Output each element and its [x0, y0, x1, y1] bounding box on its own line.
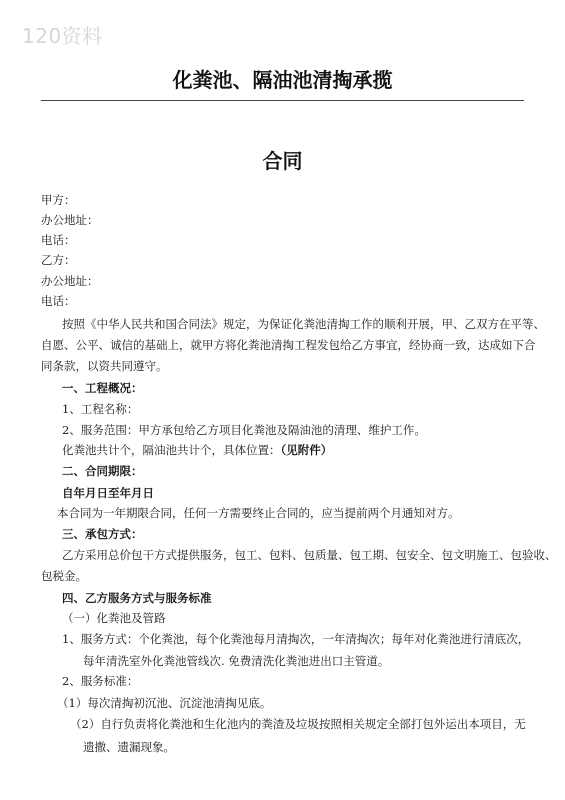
intro-line-3: 同条款，以资共同遵守。 [41, 359, 168, 373]
service-method-line-1: 1、服务方式：个化粪池，每个化粪池每月清掏次，一年清掏次；每年对化粪池进行清底次， [62, 632, 530, 646]
tank-count-attachment-note: （见附件） [280, 443, 333, 457]
document-subtitle: 合同 [262, 149, 303, 173]
standard-item-1: （1）每次清掏初沉池、沉淀池清掏见底。 [57, 696, 272, 710]
service-standard-label: 2、服务标准： [62, 674, 139, 688]
document-title: 化粪池、隔油池清掏承揽 [172, 68, 393, 92]
contract-method-line-2: 包税金。 [41, 569, 87, 583]
watermark-text: 120资料 [22, 24, 103, 48]
title-divider [41, 100, 524, 101]
service-method-line-2: 每年清洗室外化粪池管线次. 免费清洗化粪池进出口主管道。 [83, 654, 390, 668]
project-name-label: 1、工程名称： [62, 402, 139, 416]
party-b-office-label: 办公地址： [41, 274, 99, 288]
standard-item-2-line-2: 遗撒、遗漏现象。 [83, 740, 175, 754]
subsection-septic-pipes: （一）化粪池及管路 [62, 611, 166, 625]
standard-item-2-line-1: （2）自行负责将化粪池和生化池内的粪渣及垃圾按照相关规定全部打包外运出本项目，无 [70, 717, 526, 731]
service-scope-text: 2、服务范围：甲方承包给乙方项目化粪池及隔油池的清理、维护工作。 [62, 423, 426, 437]
contract-period: 自年月日至年月日 [62, 486, 154, 500]
tank-count-main: 化粪池共计个，隔油池共计个，具体位置： [62, 443, 281, 457]
party-b-label: 乙方： [41, 253, 76, 267]
party-a-office-label: 办公地址： [41, 213, 99, 227]
intro-line-2: 自愿、公平、诚信的基础上，就甲方将化粪池清掏工程发包给乙方事宜，经协商一致，达成如下合 [41, 338, 536, 352]
party-a-phone-label: 电话： [41, 233, 76, 247]
contract-method-line-1: 乙方采用总价包干方式提供服务，包工、包料、包质量、包工期、包安全、包文明施工、包验收、 [62, 548, 557, 562]
party-a-label: 甲方： [41, 193, 76, 207]
section-4-heading: 四、乙方服务方式与服务标准 [62, 591, 212, 605]
contract-term-text: 本合同为一年期限合同，任何一方需要终止合同的，应当提前两个月通知对方。 [57, 506, 460, 520]
section-2-heading: 二、合同期限： [62, 464, 143, 478]
tank-count-text [62, 443, 332, 457]
section-1-heading: 一、工程概况： [62, 381, 143, 395]
intro-line-1: 按照《中华人民共和国合同法》规定，为保证化粪池清掏工作的顺利开展，甲、乙双方在平等、 [62, 317, 545, 331]
party-b-phone-label: 电话： [41, 294, 76, 308]
section-3-heading: 三、承包方式： [62, 527, 143, 541]
